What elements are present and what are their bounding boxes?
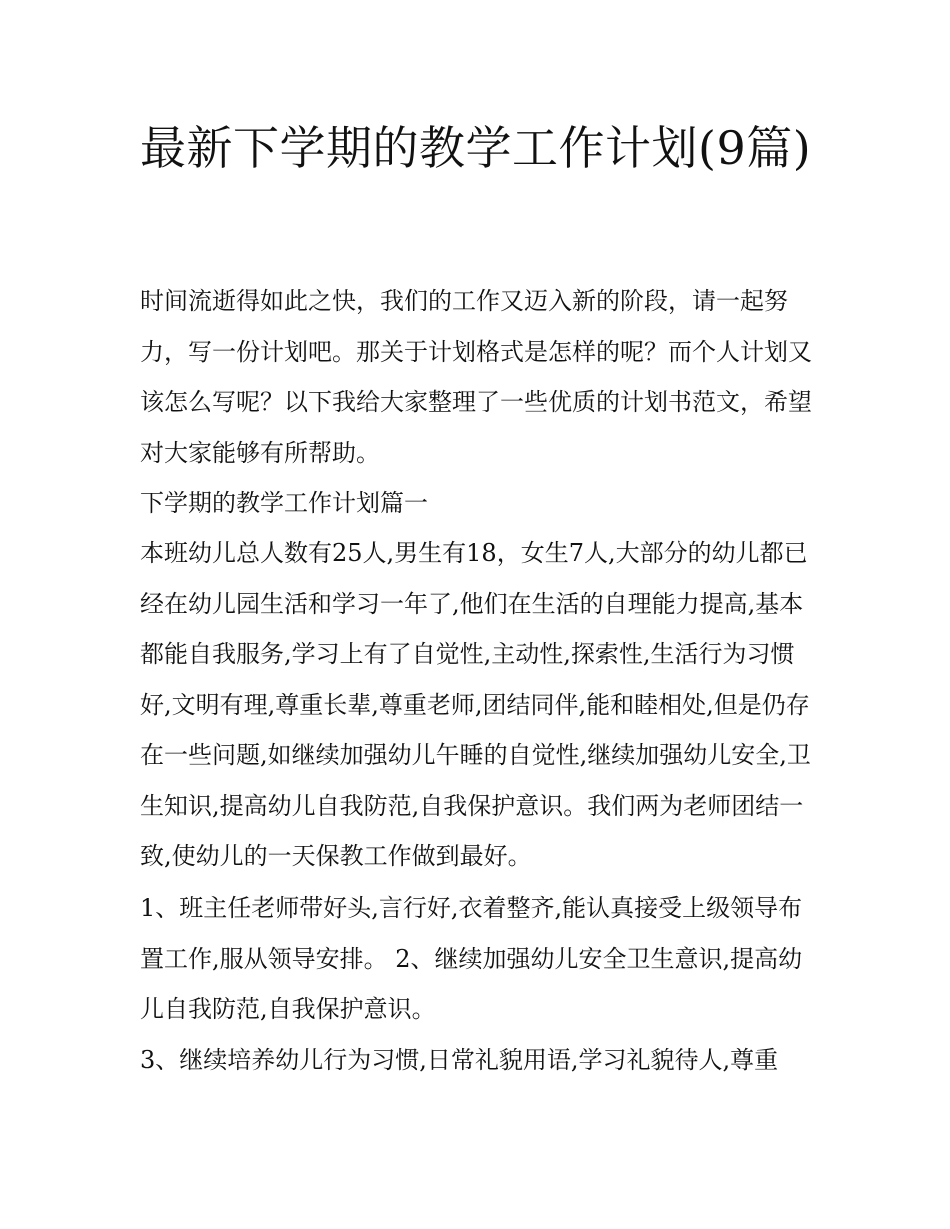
section-heading: 下学期的教学工作计划篇一 (140, 489, 428, 517)
list-item-3: 3、继续培养幼儿行为习惯,日常礼貌用语,学习礼貌待人,尊重 (140, 1046, 779, 1074)
document-title: 最新下学期的教学工作计划(9篇) (140, 121, 812, 175)
list-item-1-2: 1、班主任老师带好头,言行好,衣着整齐,能认真接受上级领导布置工作,服从领导安排。 2、继续加强幼儿安全卫生意识,提高幼儿自我防范,自我保护意识。 (140, 894, 803, 1023)
class-overview-paragraph: 本班幼儿总人数有25人,男生有18，女生7人,大部分的幼儿都已经在幼儿园生活和学习一年了,他们在生活的自理能力提高,基本都能自我服务,学习上有了自觉性,主动性,探索性,生活行为习惯好,文明有理,尊重长辈,尊重老师,团结同伴,能和睦相处,但是仍存在一些问题,如继续加强幼儿午睡的自觉性,继续加强幼儿安全,卫生知识,提高幼儿自我防范,自我保护意识。我们两为老师团结一致,使幼儿的一天保教工作做到最好。 (140, 539, 811, 870)
intro-paragraph: 时间流逝得如此之快，我们的工作又迈入新的阶段，请一起努力，写一份计划吧。那关于计划格式是怎样的呢？而个人计划又该怎么写呢？以下我给大家整理了一些优质的计划书范文，希望对大家能够有所帮助。 (140, 287, 812, 467)
